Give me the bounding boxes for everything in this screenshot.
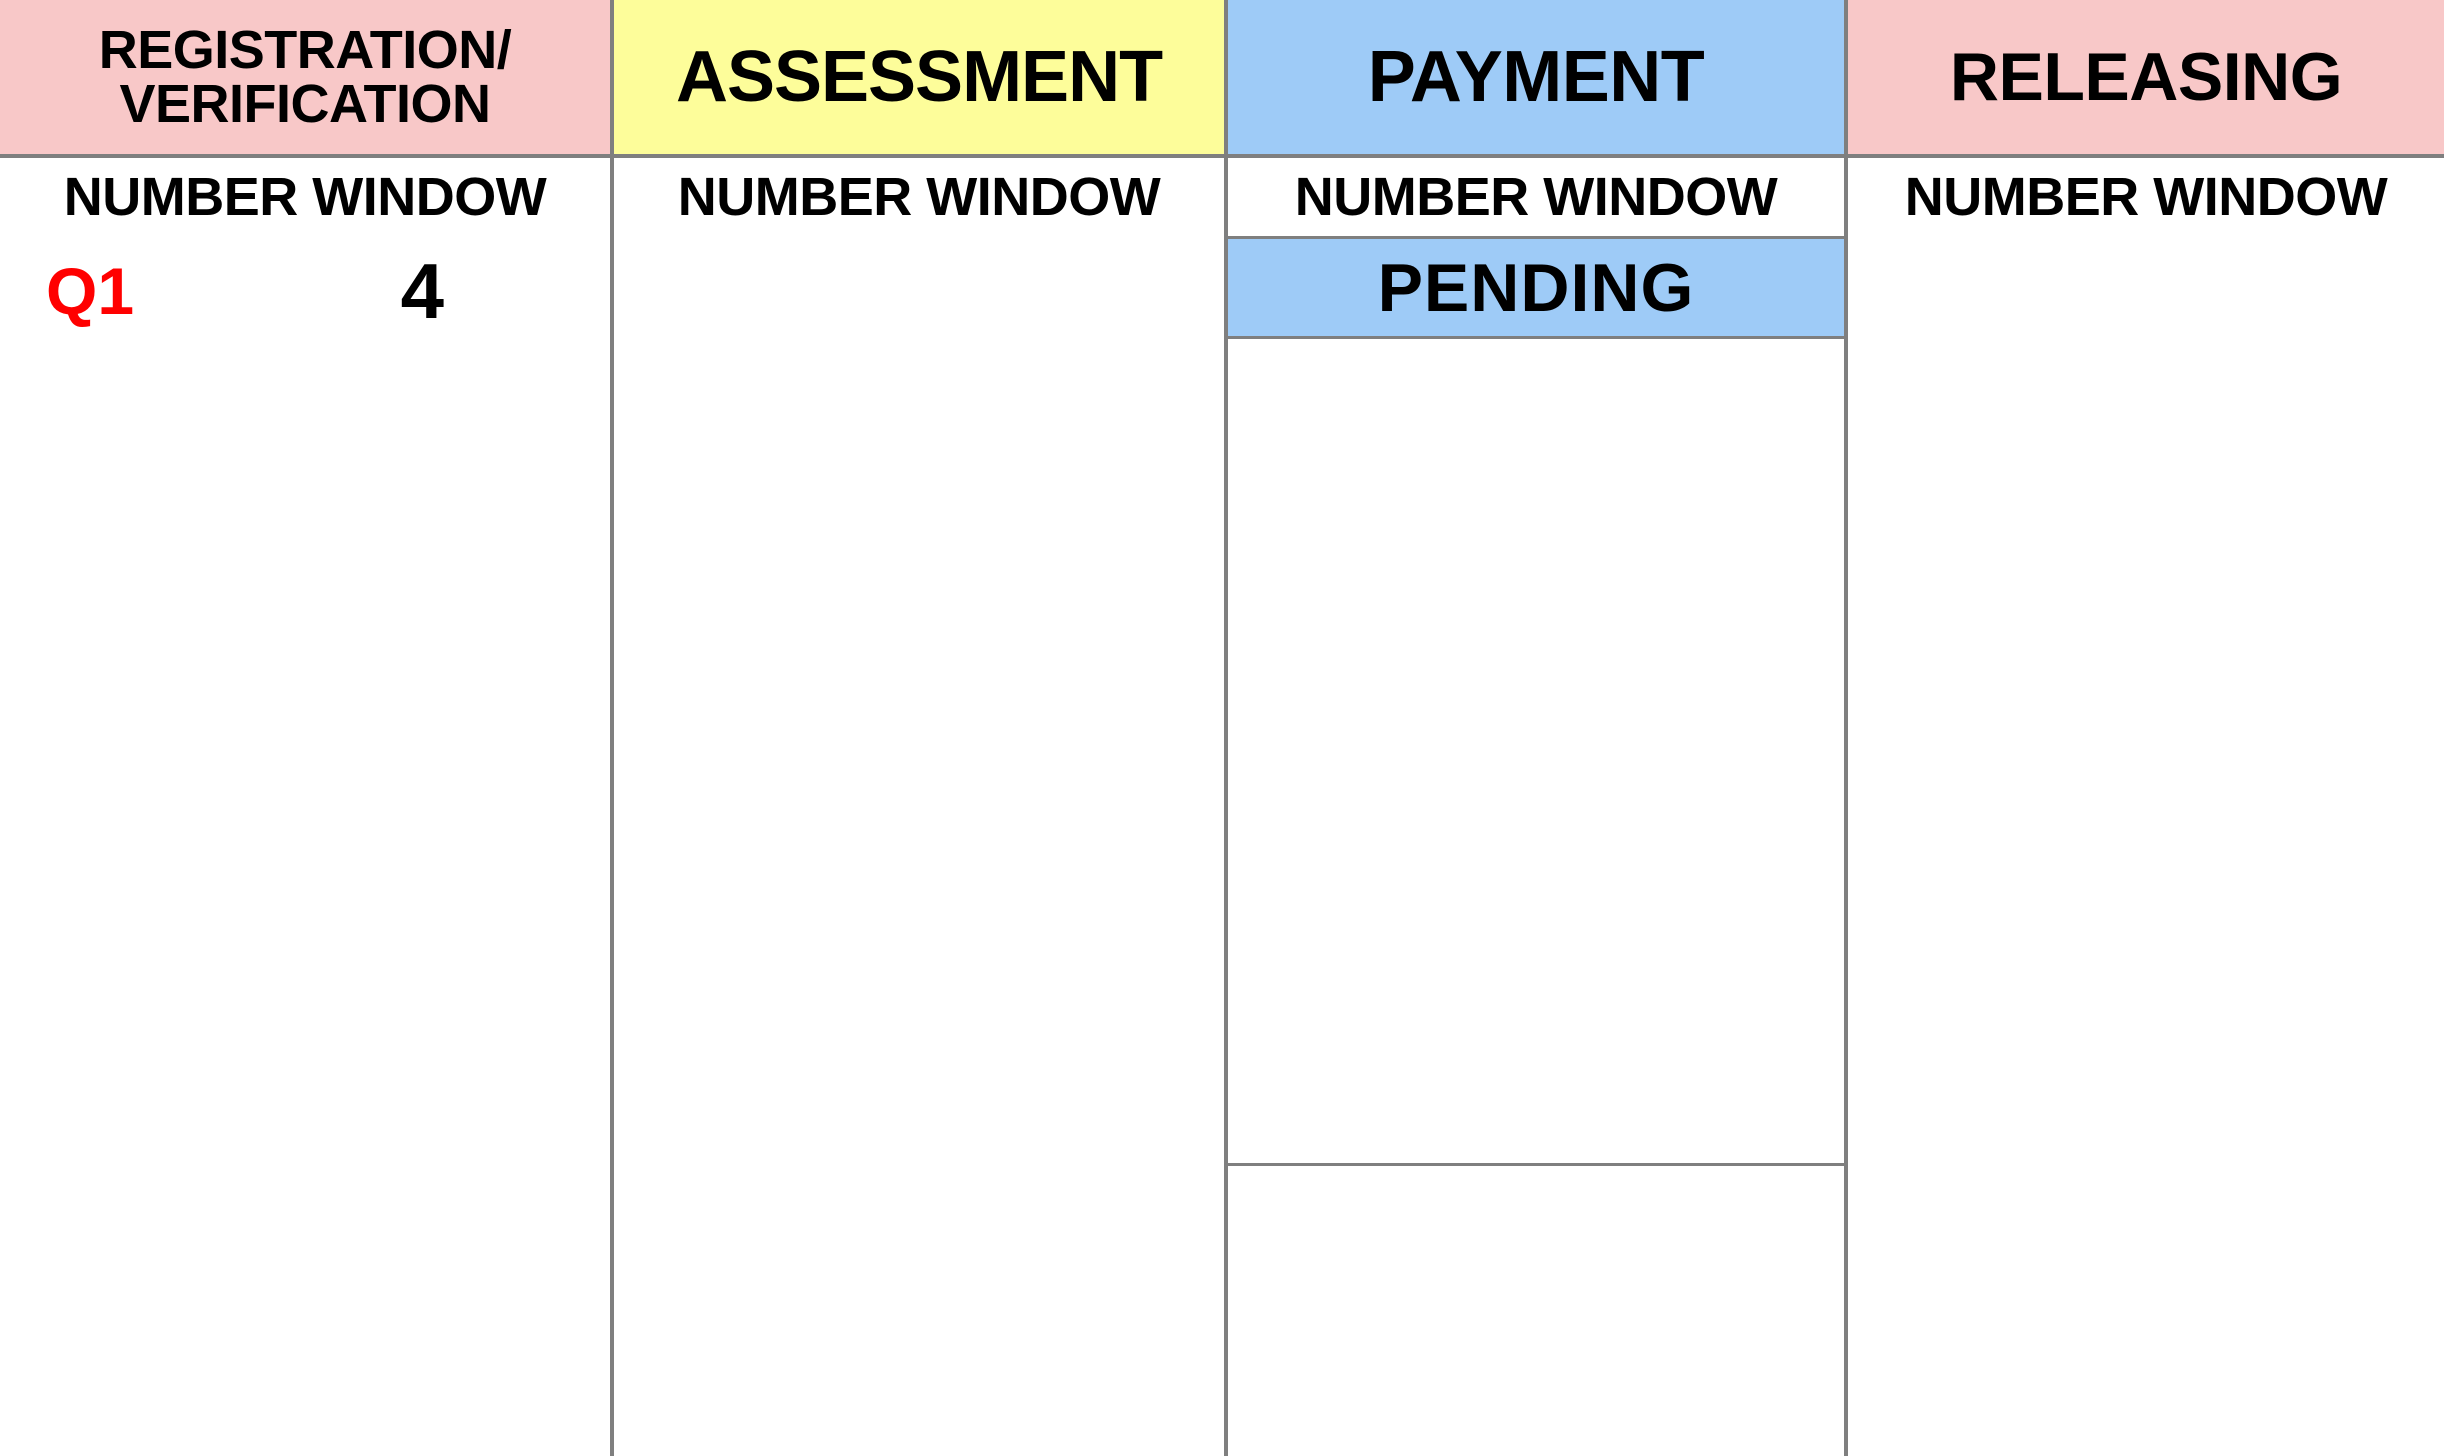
status-badge-pending: PENDING — [1228, 239, 1844, 339]
queue-list-releasing — [1848, 236, 2444, 1456]
now-serving-row-registration[interactable] — [0, 236, 610, 346]
queue-list-assessment — [614, 236, 1224, 1456]
queue-column-payment — [1228, 0, 1848, 1456]
queue-list-payment — [1228, 339, 1844, 1163]
ticket-area-registration — [0, 236, 610, 1456]
subheader-releasing: NUMBER WINDOW — [1848, 158, 2444, 236]
ticket-area-payment — [1228, 236, 1844, 1456]
queue-list-registration — [0, 346, 610, 1456]
now-serving-window-registration: 4 — [400, 246, 444, 335]
column-header-payment-text: PAYMENT — [1367, 37, 1705, 117]
queue-footer-payment — [1228, 1166, 1844, 1456]
column-header-registration-line1: REGISTRATION/ — [98, 20, 512, 80]
ticket-area-releasing — [1848, 236, 2444, 1456]
column-header-registration-line2: VERIFICATION — [119, 74, 491, 134]
column-header-payment — [1228, 0, 1844, 158]
pending-block-payment — [1228, 236, 1844, 1166]
now-serving-number-registration: Q1 — [46, 254, 135, 328]
ticket-area-assessment — [614, 236, 1224, 1456]
column-header-releasing-text: RELEASING — [1949, 39, 2343, 115]
subheader-registration: NUMBER WINDOW — [0, 158, 610, 236]
queue-column-releasing — [1848, 0, 2444, 1456]
queue-column-assessment — [614, 0, 1228, 1456]
subheader-assessment: NUMBER WINDOW — [614, 158, 1224, 236]
column-header-assessment — [614, 0, 1224, 158]
column-header-assessment-text: ASSESSMENT — [675, 37, 1163, 117]
queue-column-registration — [0, 0, 614, 1456]
column-header-releasing — [1848, 0, 2444, 158]
subheader-payment: NUMBER WINDOW — [1228, 158, 1844, 236]
column-header-registration — [0, 0, 610, 158]
